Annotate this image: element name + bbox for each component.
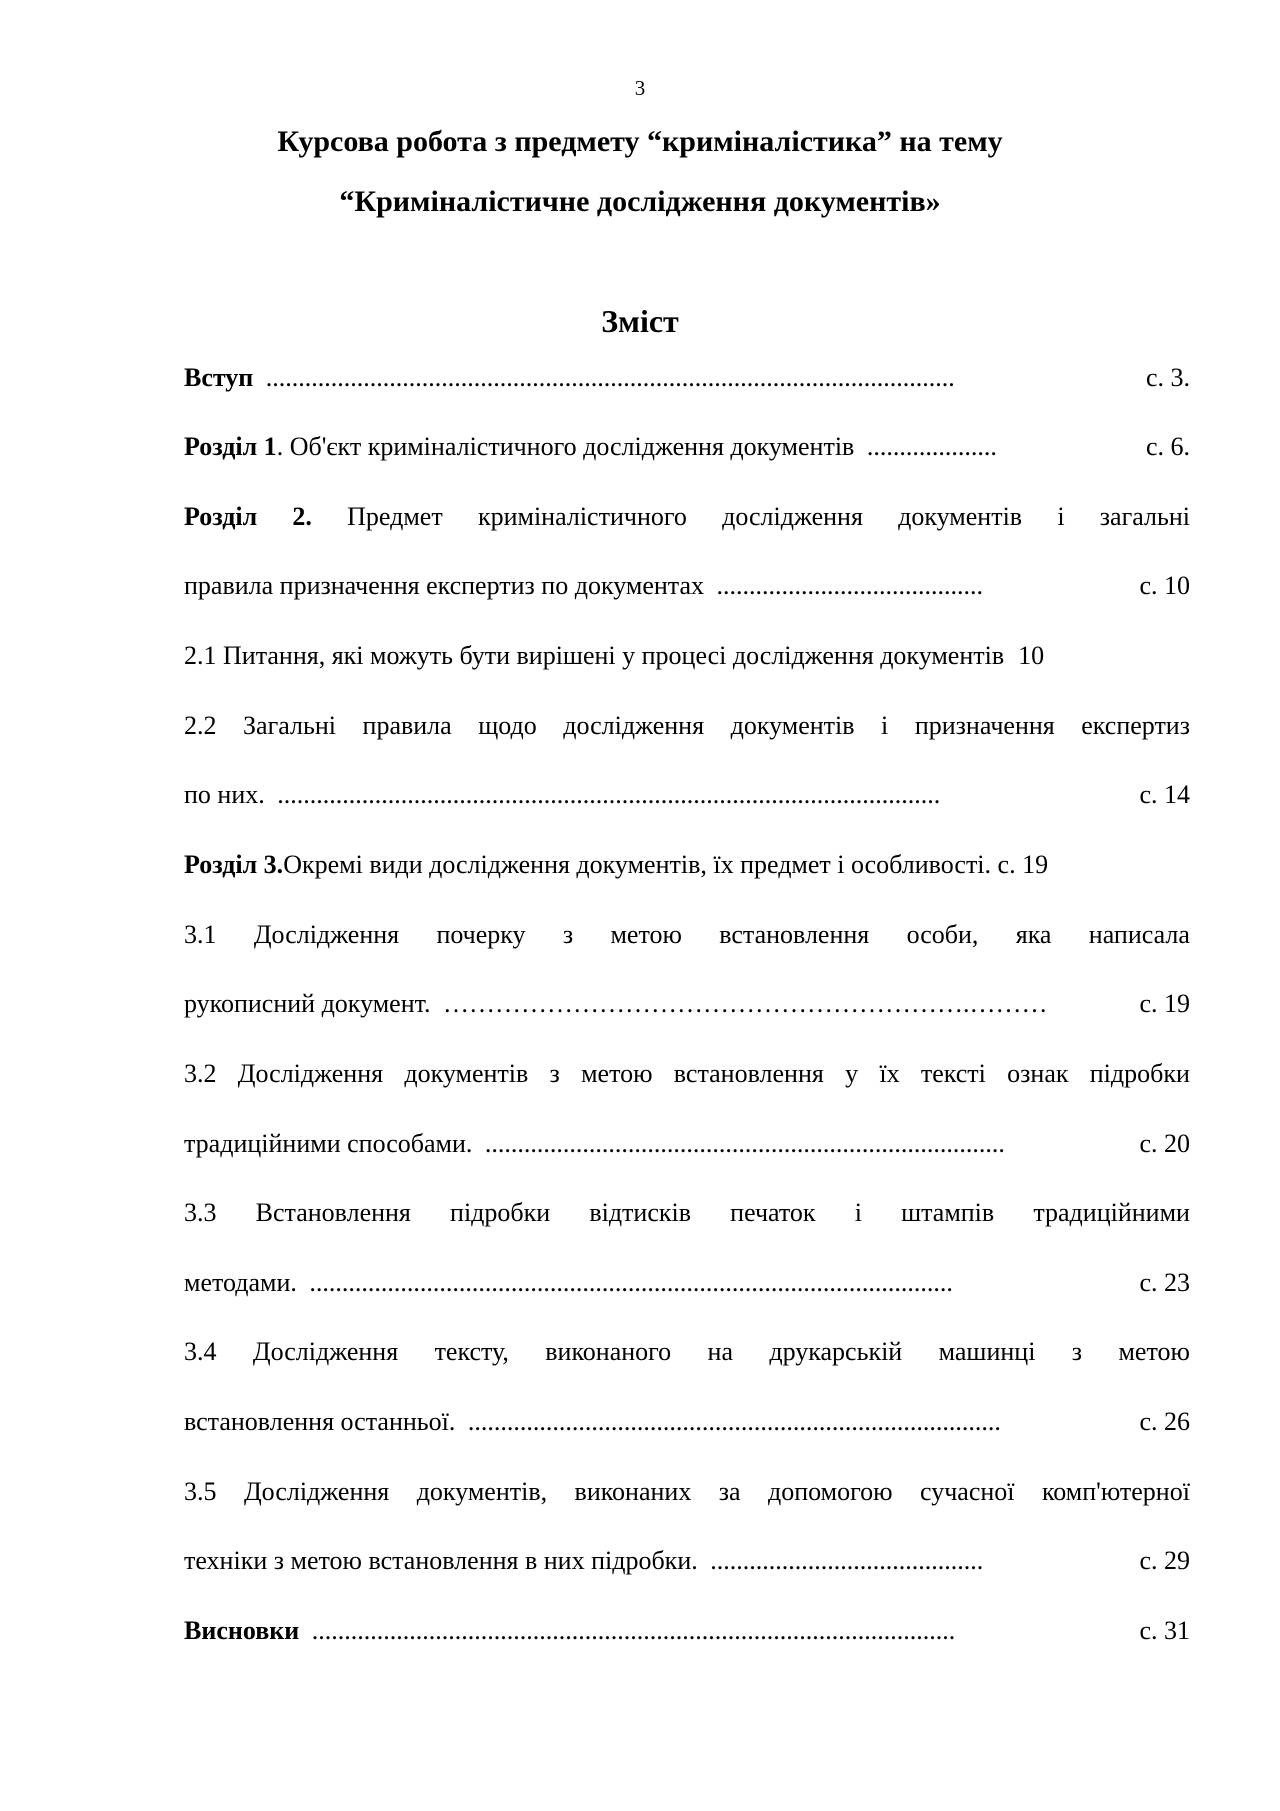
toc-word: документів [404,1059,529,1088]
toc-page-ref: с. 14 [1139,780,1190,809]
toc-word: 3.3 [184,1198,217,1227]
toc-page-ref: с. 10 [1139,571,1190,600]
toc-leader-dots: ......................................... [710,571,983,600]
toc-word: яка [1015,920,1052,949]
toc-page-ref: 10 [1018,641,1045,670]
toc-entry-text: рукописний документ. [184,989,431,1018]
toc-word: печаток [730,1198,816,1227]
toc-entry-text: правила призначення експертиз по документах [184,571,704,600]
toc-entry-text: техніки з метою встановлення в них підробки. [184,1546,698,1575]
toc-word: почерку [436,920,526,949]
toc-page-ref: с. 3. [1145,363,1190,392]
toc-word: Загальні [243,711,336,740]
toc-entry-2-2-line-2 [184,779,1190,811]
toc-entry-text: Окремі види дослідження документів, їх предмет і особливості. [283,850,992,879]
toc-word: традиційними [1033,1198,1190,1227]
toc-entry-section-2-line-2 [184,570,1190,602]
toc-entry-section-3 [184,849,1190,881]
toc-word: Дослідження [253,920,400,949]
toc-entry-text: 2.1 Питання, які можуть бути вирішені у процесі дослідження документів [184,641,1005,670]
toc-entry-text: методами. [184,1268,297,1297]
toc-page-ref: с. 31 [1139,1616,1190,1645]
toc-word: і [881,711,889,740]
toc-page-ref: с. 19 [1139,989,1190,1018]
toc-word: документів, [416,1477,548,1506]
toc-word: дослідження [722,502,863,531]
toc-word: виконаного [545,1337,672,1366]
toc-entry-3-3-line-2 [184,1267,1190,1299]
toc-entry-3-4-line-1 [184,1336,1190,1368]
toc-word: допомогою [768,1477,893,1506]
toc-word: у [845,1059,859,1088]
toc-word: особи, [906,920,979,949]
toc-word: за [718,1477,741,1506]
toc-page-ref: с. 20 [1139,1129,1190,1158]
toc-word: метою [610,920,682,949]
toc-entry-text: традиційними способами. [184,1129,473,1158]
page-number: 3 [634,76,646,100]
toc-entry-section-1 [184,431,1190,463]
toc-entry-3-4-line-2 [184,1406,1190,1438]
toc-leader-dots: ...................................................................................................... [270,780,941,809]
toc-word: з [562,920,574,949]
toc-section-label: Розділ 3. [184,850,284,879]
toc-word: друкарській [769,1337,903,1366]
toc-word: відтисків [589,1198,692,1227]
toc-word: 3.5 [184,1477,217,1506]
toc-entry-section-2-line-1 [184,501,1190,533]
toc-word: щодо [478,711,537,740]
toc-word: ознак [1007,1059,1069,1088]
toc-entry-3-2-line-2 [184,1128,1190,1160]
document-title-line-2: “Криміналістичне дослідження документів» [339,185,941,218]
toc-word: комп'ютерної [1041,1477,1190,1506]
toc-page-ref: с. 26 [1139,1407,1190,1436]
toc-entry-text: . Об'єкт криміналістичного дослідження документів [276,432,855,461]
toc-entry-3-5-line-1 [184,1476,1190,1508]
toc-word: Предмет [347,502,443,531]
toc-word: на [707,1337,734,1366]
toc-leader-dots: …………………………………………………….……… [436,989,1048,1018]
toc-leader-dots: ................................................................................ [478,1129,1005,1158]
toc-word: правила [362,711,452,740]
toc-word: Встановлення [255,1198,411,1227]
toc-entry-conclusions [184,1615,1190,1647]
toc-entry-text: по них. [184,780,265,809]
toc-entry-3-3-line-1 [184,1197,1190,1229]
toc-conclusions-label: Висновки [184,1616,300,1645]
toc-word: написала [1088,920,1190,949]
toc-page-ref: с. 29 [1139,1546,1190,1575]
toc-word: Дослідження [237,1059,384,1088]
toc-section-label: Розділ 1 [184,432,277,461]
toc-word: встановлення [719,920,870,949]
toc-entry-3-5-line-2 [184,1545,1190,1577]
toc-word: Дослідження [252,1337,399,1366]
toc-word: штампів [901,1198,995,1227]
toc-word: їх [879,1059,900,1088]
toc-word: 3.2 [184,1059,217,1088]
toc-word: машинці [938,1337,1036,1366]
toc-word: метою [581,1059,653,1088]
toc-word: загальні [1099,502,1190,531]
toc-word: тексті [920,1059,986,1088]
toc-entry-intro [184,362,1190,394]
toc-leader-dots: ................................................................................................... [305,1616,956,1645]
toc-word: виконаних [574,1477,692,1506]
toc-page-ref: с. 23 [1139,1268,1190,1297]
toc-word: і [854,1198,862,1227]
toc-word: Дослідження [243,1477,390,1506]
toc-word: дослідження [563,711,705,740]
toc-entry-3-2-line-1 [184,1058,1190,1090]
toc-word: призначення [914,711,1055,740]
toc-entry-text: встановлення останньої. [184,1407,456,1436]
toc-leader-dots: .................................................................................. [461,1407,1001,1436]
toc-word: підробки [450,1198,551,1227]
toc-word: встановлення [673,1059,824,1088]
toc-word: підробки [1089,1059,1190,1088]
toc-leader-dots: ................................................................................................... [302,1268,953,1297]
toc-heading: Зміст [601,303,679,339]
toc-entry-2-1 [184,640,1190,672]
toc-page-ref: с. 6. [1145,432,1190,461]
toc-entry-2-2-line-1 [184,710,1190,742]
toc-word: 3.1 [184,920,217,949]
toc-word: 2. [292,502,312,531]
toc-word: 2.2 [184,711,217,740]
toc-leader-dots: .................... [860,432,997,461]
toc-word: криміналістичного [477,502,687,531]
toc-word: документів [730,711,855,740]
toc-page-ref: с. 19 [997,850,1049,879]
toc-word: метою [1118,1337,1190,1366]
toc-word: сучасної [920,1477,1015,1506]
toc-leader-dots: .......................................... [703,1546,984,1575]
toc-word: тексту, [434,1337,509,1366]
toc-intro-label: Вступ [184,363,254,392]
toc-leader-dots: .......................................................................................................... [259,363,955,392]
toc-word: і [1057,502,1065,531]
document-title-line-1: Курсова робота з предмету “криміналістика” на тему [277,125,1003,158]
toc-word: з [1071,1337,1083,1366]
toc-entry-3-1-line-1 [184,919,1190,951]
toc-word: Розділ [184,502,258,531]
toc-word: експертиз [1081,711,1190,740]
toc-entry-3-1-line-2 [184,988,1190,1020]
toc-word: документів [898,502,1023,531]
toc-word: 3.4 [184,1337,217,1366]
toc-word: з [549,1059,560,1088]
